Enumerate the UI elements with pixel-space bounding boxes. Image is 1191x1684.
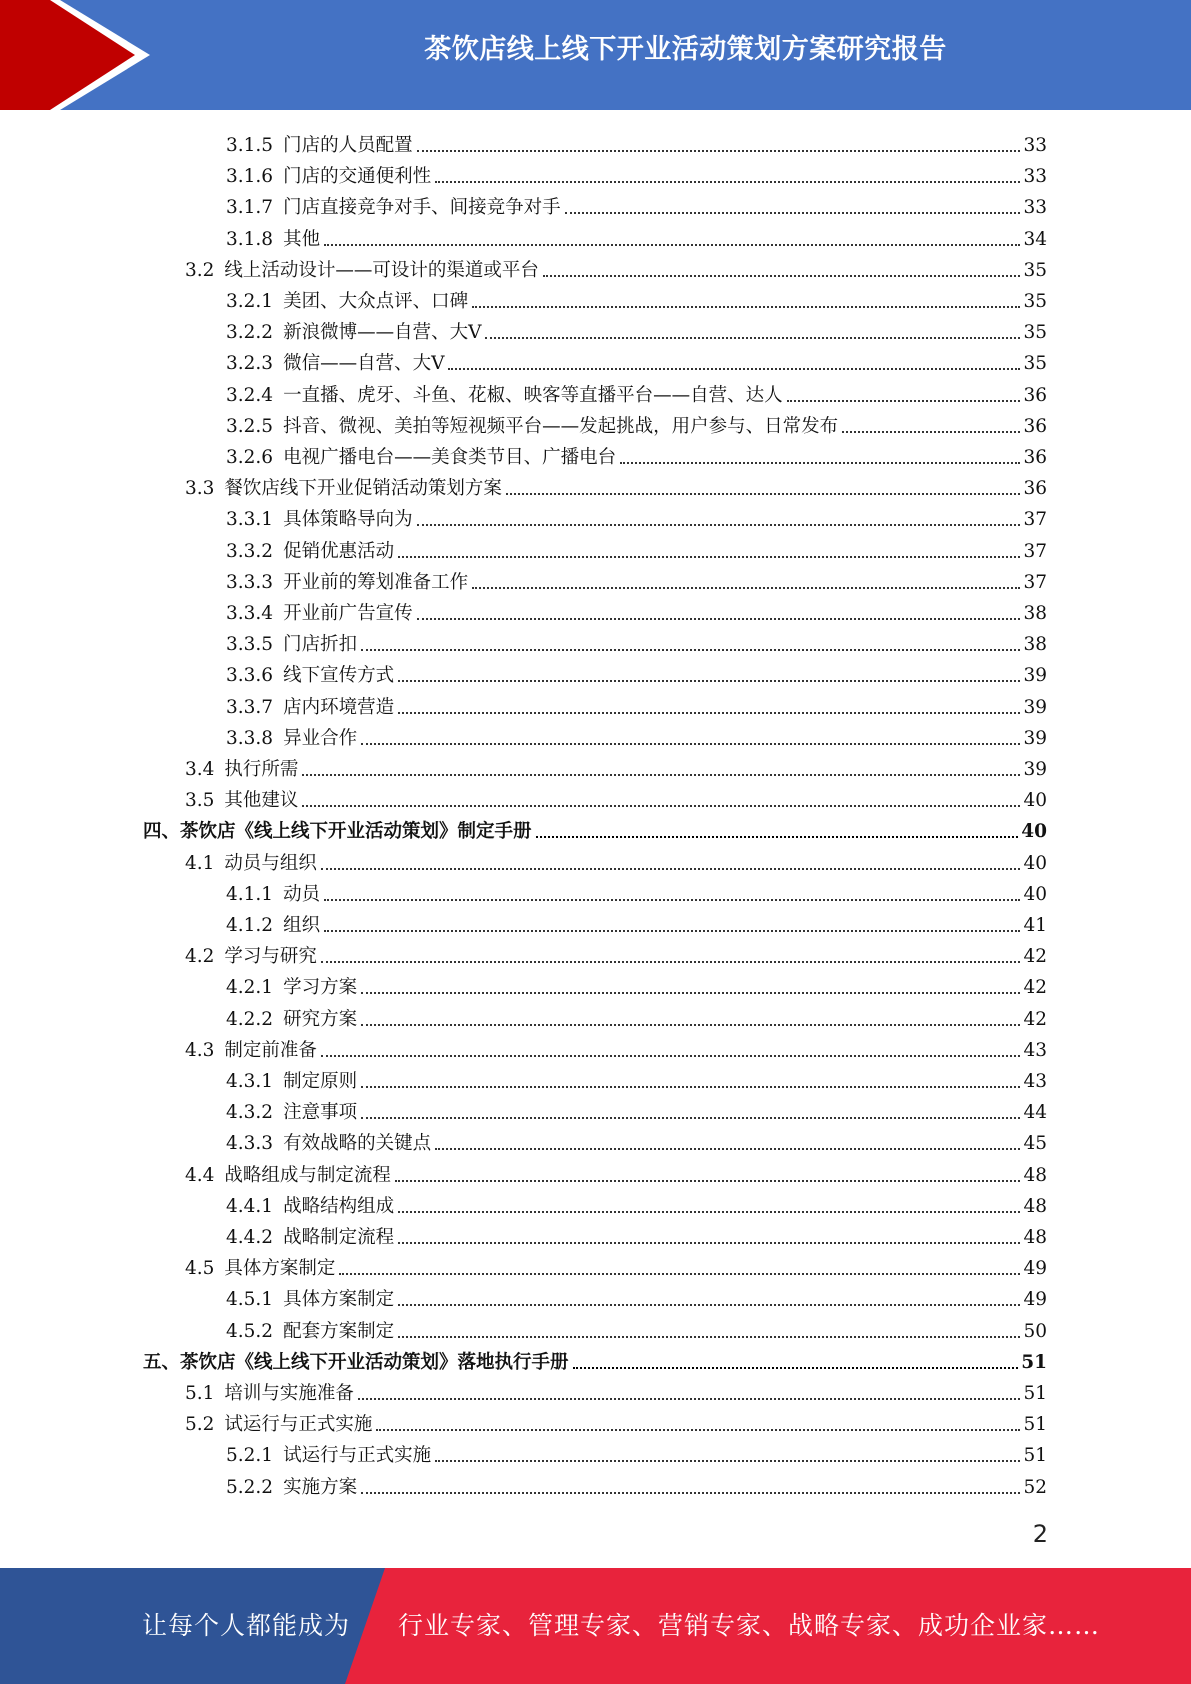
toc-entry-number: 4.5.2 (226, 1320, 274, 1342)
toc-dot-leader (435, 1460, 1020, 1462)
toc-entry-title: 微信——自营、大V (283, 353, 445, 375)
toc-entry[interactable] (226, 314, 1047, 345)
toc-entry-page: 42 (1023, 1008, 1047, 1030)
toc-entry-number: 5.2.1 (226, 1445, 274, 1467)
toc-entry-title: 战略组成与制定流程 (224, 1164, 391, 1186)
toc-dot-leader (573, 1367, 1019, 1369)
toc-entry-title: 开业前的筹划准备工作 (283, 571, 469, 593)
toc-entry[interactable] (226, 1469, 1047, 1500)
toc-entry-number: 4.2.1 (226, 977, 274, 999)
toc-dot-leader (620, 462, 1020, 464)
toc-entry-page: 40 (1021, 821, 1047, 843)
toc-dot-leader (324, 899, 1020, 901)
toc-entry-title: 动员与组织 (224, 852, 317, 874)
toc-entry-title: 具体策略导向为 (283, 509, 413, 531)
toc-entry-number: 4.1 (185, 852, 215, 874)
toc-entry-number: 4.1.1 (226, 883, 274, 905)
toc-entry-title: 门店的交通便利性 (283, 166, 432, 188)
toc-entry-page: 41 (1023, 915, 1047, 936)
toc-entry-page: 42 (1023, 946, 1047, 968)
toc-entry[interactable] (226, 283, 1047, 314)
toc-entry[interactable] (226, 1188, 1047, 1219)
toc-dot-leader (324, 930, 1020, 932)
toc-entry-page: 48 (1023, 1164, 1047, 1186)
toc-entry-page: 40 (1023, 852, 1047, 874)
toc-entry-page: 51 (1023, 1445, 1047, 1467)
toc-entry-title: 门店折扣 (283, 634, 358, 656)
toc-entry[interactable] (226, 876, 1047, 907)
toc-entry[interactable] (226, 907, 1047, 938)
toc-entry-page: 51 (1023, 1414, 1047, 1436)
toc-entry[interactable] (185, 1375, 1047, 1406)
toc-entry-title: 战略制定流程 (283, 1227, 395, 1248)
toc-entry-number: 3.1.7 (226, 197, 274, 219)
toc-entry-page: 44 (1023, 1102, 1047, 1124)
toc-entry-title: 组织 (283, 915, 321, 936)
toc-entry[interactable] (226, 595, 1047, 626)
toc-entry-title: 执行所需 (224, 759, 299, 780)
toc-entry-title: 五、茶饮店《线上线下开业活动策划》落地执行手册 (143, 1351, 569, 1373)
toc-entry[interactable] (226, 1281, 1047, 1312)
toc-entry-title: 异业合作 (283, 727, 358, 749)
toc-entry-page: 39 (1023, 665, 1047, 687)
toc-entry-number: 5.2.2 (226, 1476, 274, 1498)
toc-dot-leader (543, 275, 1021, 277)
toc-entry-number: 3.3 (185, 478, 215, 500)
toc-entry-title: 线下宣传方式 (283, 665, 395, 687)
toc-dot-leader (417, 618, 1021, 620)
toc-entry-title: 店内环境营造 (283, 696, 395, 718)
toc-entry-page: 36 (1023, 478, 1047, 500)
toc-entry-number: 4.2.2 (226, 1008, 274, 1030)
toc-entry[interactable] (185, 845, 1047, 876)
toc-entry-page: 49 (1023, 1289, 1047, 1311)
toc-entry-title: 其他 (283, 228, 321, 250)
toc-entry-number: 3.2 (185, 259, 215, 281)
toc-entry-title: 抖音、微视、美拍等短视频平台——发起挑战，用户参与、日常发布 (283, 415, 839, 437)
toc-dot-leader (398, 1304, 1020, 1306)
toc-entry-page: 33 (1023, 197, 1047, 219)
toc-dot-leader (417, 150, 1021, 152)
toc-dot-leader (536, 836, 1019, 838)
toc-entry-number: 5.2 (185, 1414, 215, 1436)
toc-entry-page: 35 (1023, 291, 1047, 312)
toc-entry-page: 39 (1023, 727, 1047, 749)
toc-entry-number: 4.4 (185, 1164, 215, 1186)
toc-entry-title: 战略结构组成 (283, 1195, 395, 1217)
footer-slogan-left: 让每个人都能成为 (142, 1611, 351, 1640)
toc-entry-page: 51 (1023, 1383, 1047, 1404)
toc-entry-page: 33 (1023, 166, 1047, 188)
toc-entry[interactable] (226, 1001, 1047, 1032)
toc-entry-number: 4.4.2 (226, 1227, 274, 1248)
toc-entry[interactable] (226, 1219, 1047, 1250)
toc-entry[interactable] (185, 1406, 1047, 1437)
toc-entry[interactable] (226, 127, 1047, 158)
toc-dot-leader (398, 712, 1020, 714)
toc-dot-leader (361, 649, 1020, 651)
toc-entry-page: 35 (1023, 353, 1047, 375)
toc-dot-leader (842, 431, 1020, 433)
toc-entry-number: 4.3.3 (226, 1133, 274, 1155)
header-arrow-decoration (0, 0, 160, 110)
toc-entry-number: 3.3.7 (226, 696, 274, 718)
page-header (0, 0, 1191, 110)
toc-entry-title: 注意事项 (283, 1102, 358, 1124)
toc-dot-leader (398, 680, 1020, 682)
toc-entry-page: 48 (1023, 1195, 1047, 1217)
toc-entry[interactable] (226, 657, 1047, 688)
toc-entry-number: 3.1.6 (226, 166, 274, 188)
toc-entry-number: 4.2 (185, 946, 215, 968)
toc-dot-leader (321, 1055, 1021, 1057)
toc-entry-page: 36 (1023, 384, 1047, 406)
toc-entry-page: 33 (1023, 135, 1047, 156)
toc-dot-leader (435, 181, 1020, 183)
toc-dot-leader (398, 556, 1020, 558)
toc-dot-leader (395, 1180, 1021, 1182)
toc-entry[interactable] (226, 1063, 1047, 1094)
toc-dot-leader (485, 337, 1020, 339)
toc-dot-leader (361, 743, 1020, 745)
toc-entry-title: 一直播、虎牙、斗鱼、花椒、映客等直播平台——自营、达人 (283, 384, 783, 406)
toc-entry[interactable] (185, 470, 1047, 501)
toc-entry-title: 新浪微博——自营、大V (283, 322, 482, 344)
page-number: 2 (1032, 1520, 1048, 1548)
toc-dot-leader (398, 1211, 1020, 1213)
toc-entry-number: 4.3.1 (226, 1071, 274, 1092)
toc-entry-page: 42 (1023, 977, 1047, 999)
toc-entry-number: 3.2.5 (226, 415, 274, 437)
toc-dot-leader (321, 961, 1021, 963)
toc-entry-page: 48 (1023, 1227, 1047, 1248)
toc-entry[interactable] (185, 782, 1047, 813)
toc-dot-leader (361, 1117, 1020, 1119)
toc-entry[interactable] (185, 1157, 1047, 1188)
page-footer (0, 1568, 1191, 1684)
toc-entry-title: 餐饮店线下开业促销活动策划方案 (224, 478, 502, 500)
toc-entry-number: 3.1.5 (226, 135, 274, 156)
toc-entry-number: 4.5.1 (226, 1289, 274, 1311)
toc-entry-title: 开业前广告宣传 (283, 603, 413, 624)
toc-entry-page: 52 (1023, 1476, 1047, 1498)
toc-entry-number: 3.2.4 (226, 384, 274, 406)
toc-entry-title: 制定原则 (283, 1071, 358, 1092)
toc-entry[interactable] (185, 1032, 1047, 1063)
toc-entry-title: 线上活动设计——可设计的渠道或平台 (224, 259, 539, 281)
toc-entry-title: 学习方案 (283, 977, 358, 999)
toc-entry-number: 3.3.1 (226, 509, 274, 531)
toc-entry[interactable] (226, 189, 1047, 220)
toc-entry-title: 实施方案 (283, 1476, 358, 1498)
toc-dot-leader (448, 368, 1020, 370)
toc-dot-leader (321, 868, 1021, 870)
toc-entry[interactable] (226, 533, 1047, 564)
toc-entry-title: 促销优惠活动 (283, 540, 395, 562)
toc-entry-page: 35 (1023, 259, 1047, 281)
toc-entry-number: 3.3.5 (226, 634, 274, 656)
toc-entry-number: 3.3.4 (226, 603, 274, 624)
toc-dot-leader (565, 212, 1021, 214)
toc-entry-number: 3.2.2 (226, 322, 274, 344)
toc-entry-number: 3.5 (185, 790, 215, 812)
toc-entry-title: 有效战略的关键点 (283, 1133, 432, 1155)
toc-entry-title: 其他建议 (224, 790, 299, 812)
toc-entry-title: 培训与实施准备 (224, 1383, 354, 1404)
toc-entry[interactable] (226, 1094, 1047, 1125)
toc-entry-page: 36 (1023, 415, 1047, 437)
toc-entry-title: 研究方案 (283, 1008, 358, 1030)
toc-dot-leader (339, 1273, 1020, 1275)
toc-entry-title: 制定前准备 (224, 1039, 317, 1061)
document-title: 茶饮店线上线下开业活动策划方案研究报告 (424, 34, 947, 65)
toc-entry-title: 具体方案制定 (224, 1258, 336, 1280)
toc-dot-leader (361, 1492, 1020, 1494)
toc-entry-page: 38 (1023, 634, 1047, 656)
toc-entry-number: 3.2.3 (226, 353, 274, 375)
toc-entry-number: 3.3.8 (226, 727, 274, 749)
toc-entry[interactable] (226, 969, 1047, 1000)
toc-dot-leader (417, 524, 1021, 526)
toc-dot-leader (361, 992, 1020, 994)
toc-entry[interactable] (226, 720, 1047, 751)
toc-entry[interactable] (226, 345, 1047, 376)
toc-entry-page: 51 (1021, 1351, 1047, 1373)
toc-entry[interactable] (226, 564, 1047, 595)
toc-entry-title: 门店的人员配置 (283, 135, 413, 156)
toc-dot-leader (358, 1398, 1021, 1400)
toc-dot-leader (398, 1242, 1020, 1244)
toc-entry[interactable] (185, 751, 1047, 782)
toc-entry-title: 具体方案制定 (283, 1289, 395, 1311)
toc-entry-page: 38 (1023, 603, 1047, 624)
toc-entry-number: 3.3.6 (226, 665, 274, 687)
toc-entry-page: 40 (1023, 883, 1047, 905)
toc-entry-page: 37 (1023, 540, 1047, 562)
toc-entry[interactable] (226, 689, 1047, 720)
toc-entry-page: 35 (1023, 322, 1047, 344)
toc-entry-number: 3.3.3 (226, 571, 274, 593)
toc-entry[interactable] (185, 938, 1047, 969)
toc-entry-page: 37 (1023, 571, 1047, 593)
toc-entry-page: 43 (1023, 1071, 1047, 1092)
toc-entry[interactable] (143, 1344, 1047, 1375)
toc-entry-number: 3.4 (185, 759, 215, 780)
toc-dot-leader (787, 400, 1021, 402)
toc-entry-page: 50 (1023, 1320, 1047, 1342)
toc-entry[interactable] (226, 221, 1047, 252)
toc-dot-leader (302, 805, 1020, 807)
toc-entry-number: 5.1 (185, 1383, 215, 1404)
footer-slogan-right: 行业专家、管理专家、营销专家、战略专家、成功企业家…… (398, 1611, 1101, 1640)
toc-entry-number: 3.2.1 (226, 291, 274, 312)
toc-entry[interactable] (226, 1313, 1047, 1344)
toc-entry-title: 四、茶饮店《线上线下开业活动策划》制定手册 (143, 821, 532, 843)
toc-entry-title: 试运行与正式实施 (224, 1414, 373, 1436)
toc-entry[interactable] (226, 1437, 1047, 1468)
toc-dot-leader (472, 587, 1020, 589)
toc-dot-leader (361, 1024, 1020, 1026)
toc-entry[interactable] (226, 501, 1047, 532)
toc-entry[interactable] (226, 1125, 1047, 1156)
toc-dot-leader (472, 306, 1020, 308)
toc-entry-number: 3.1.8 (226, 228, 274, 250)
toc-entry-page: 39 (1023, 696, 1047, 718)
toc-entry-title: 门店直接竞争对手、间接竞争对手 (283, 197, 561, 219)
toc-entry[interactable] (226, 408, 1047, 439)
toc-entry-title: 动员 (283, 883, 321, 905)
toc-dot-leader (398, 1336, 1020, 1338)
toc-entry-page: 43 (1023, 1039, 1047, 1061)
toc-entry-number: 4.3.2 (226, 1102, 274, 1124)
toc-dot-leader (506, 493, 1021, 495)
toc-entry-page: 34 (1023, 228, 1047, 250)
toc-entry-title: 学习与研究 (224, 946, 317, 968)
toc-entry-number: 4.1.2 (226, 915, 274, 936)
toc-entry-title: 美团、大众点评、口碑 (283, 291, 469, 312)
toc-entry-page: 40 (1023, 790, 1047, 812)
toc-entry-page: 49 (1023, 1258, 1047, 1280)
toc-entry-page: 39 (1023, 759, 1047, 780)
toc-entry-number: 4.3 (185, 1039, 215, 1061)
toc-entry-number: 4.4.1 (226, 1195, 274, 1217)
toc-entry-page: 45 (1023, 1133, 1047, 1155)
toc-dot-leader (324, 244, 1020, 246)
toc-entry[interactable] (226, 158, 1047, 189)
toc-dot-leader (376, 1429, 1020, 1431)
toc-entry-page: 37 (1023, 509, 1047, 531)
toc-entry-title: 配套方案制定 (283, 1320, 395, 1342)
toc-entry-title: 试运行与正式实施 (283, 1445, 432, 1467)
toc-entry[interactable] (143, 813, 1047, 844)
toc-entry-number: 4.5 (185, 1258, 215, 1280)
toc-entry-title: 电视广播电台——美食类节目、广播电台 (283, 447, 617, 468)
toc-dot-leader (302, 774, 1020, 776)
toc-dot-leader (361, 1086, 1020, 1088)
toc-entry[interactable] (226, 626, 1047, 657)
toc-entry[interactable] (185, 252, 1047, 283)
toc-entry[interactable] (226, 439, 1047, 470)
toc-entry[interactable] (226, 377, 1047, 408)
toc-entry-number: 3.3.2 (226, 540, 274, 562)
toc-dot-leader (435, 1148, 1020, 1150)
toc-entry[interactable] (185, 1250, 1047, 1281)
toc-entry-page: 36 (1023, 447, 1047, 468)
toc-entry-number: 3.2.6 (226, 447, 274, 468)
